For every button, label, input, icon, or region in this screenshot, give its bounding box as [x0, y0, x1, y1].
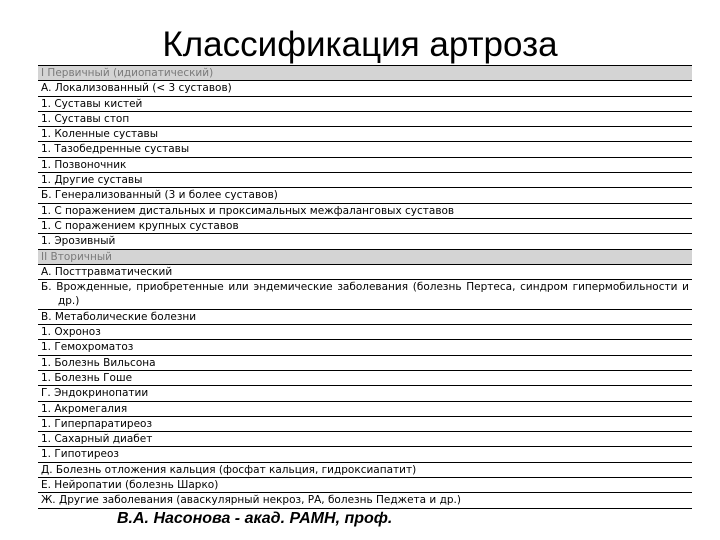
table-row: А. Локализованный (< 3 суставов) — [38, 81, 692, 96]
table-row: 1. Тазобедренные суставы — [38, 142, 692, 157]
table-row: 1. Охроноз — [38, 325, 692, 340]
table-row: Д. Болезнь отложения кальция (фосфат кальция, гидроксиапатит) — [38, 463, 692, 478]
table-row: 1. Гемохроматоз — [38, 340, 692, 355]
page-title: Классификация артроза — [162, 25, 558, 64]
table-row: 1. Другие суставы — [38, 173, 692, 188]
table-row: 1. Гиперпаратиреоз — [38, 417, 692, 432]
table-row: Е. Нейропатии (болезнь Шарко) — [38, 478, 692, 493]
table-row: Б. Врожденные, приобретенные или эндемические заболевания (болезнь Пертеса, синдром гипермобильности и др.) — [38, 280, 692, 310]
table-row: В. Метаболические болезни — [38, 310, 692, 325]
table-row: 1. Суставы кистей — [38, 97, 692, 112]
table-row: 1. Болезнь Вильсона — [38, 356, 692, 371]
table-row: 1. Эрозивный — [38, 234, 692, 249]
table-row: 1. Сахарный диабет — [38, 432, 692, 447]
table-row: А. Посттравматический — [38, 265, 692, 280]
table-row: 1. С поражением дистальных и проксимальных межфаланговых суставов — [38, 204, 692, 219]
table-row: 1. Болезнь Гоше — [38, 371, 692, 386]
table-row: 1. Суставы стоп — [38, 112, 692, 127]
table-row: Б. Генерализованный (3 и более суставов) — [38, 188, 692, 203]
author-credit: В.А. Насонова - акад. РАМН, проф. — [117, 510, 393, 527]
section-header-row: II Вторичный — [38, 250, 692, 265]
table-row: Г. Эндокринопатии — [38, 386, 692, 401]
classification-table — [38, 65, 692, 509]
table-row: 1. С поражением крупных суставов — [38, 219, 692, 234]
table-row: 1. Коленные суставы — [38, 127, 692, 142]
table-row: Ж. Другие заболевания (аваскулярный некроз, РА, болезнь Педжета и др.) — [38, 493, 692, 508]
table-row: 1. Гипотиреоз — [38, 447, 692, 462]
table-row: 1. Акромегалия — [38, 402, 692, 417]
table-row: 1. Позвоночник — [38, 158, 692, 173]
section-header-row: I Первичный (идиопатический) — [38, 66, 692, 81]
